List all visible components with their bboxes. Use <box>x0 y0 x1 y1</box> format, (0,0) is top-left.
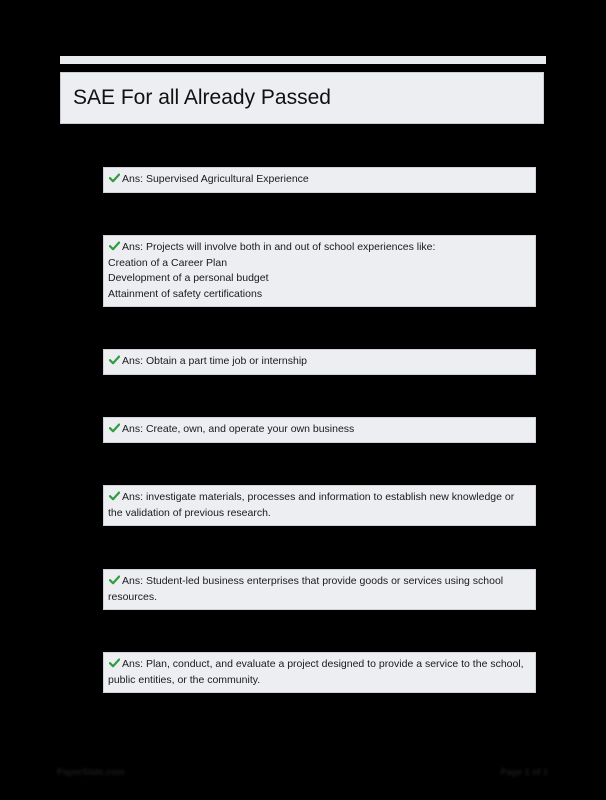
answer-subline: Development of a personal budget <box>108 272 269 284</box>
answer-prefix: Ans: <box>122 355 144 367</box>
answer-subline: Creation of a Career Plan <box>108 256 228 269</box>
answer-prefix: Ans: <box>122 241 144 253</box>
answer-prefix: Ans: <box>122 423 144 435</box>
page-title: SAE For all Already Passed <box>73 86 331 109</box>
footer-page-number: Page 1 of 1 <box>500 767 548 777</box>
answer-box <box>103 485 536 526</box>
answer-line <box>108 657 531 688</box>
answer-prefix: Ans: <box>122 491 144 503</box>
answer-box <box>103 167 536 193</box>
check-icon <box>109 355 120 365</box>
answer-text: investigate materials, processes and information to establish new knowledge or the validation of previous research. <box>108 491 515 519</box>
answer-line <box>108 354 531 370</box>
answer-line <box>108 422 531 438</box>
answer-line <box>108 490 531 521</box>
answer-text: Student-led business enterprises that provide goods or services using school resources. <box>108 575 504 603</box>
answer-box <box>103 652 536 693</box>
answer-box <box>103 569 536 610</box>
check-icon <box>109 575 120 585</box>
answer-prefix: Ans: <box>122 575 144 587</box>
check-icon <box>109 173 120 183</box>
answer-box <box>103 349 536 375</box>
answer-text: Projects will involve both in and out of school experiences like: <box>145 241 436 253</box>
answer-line <box>108 574 531 605</box>
top-divider <box>60 56 546 64</box>
answer-prefix: Ans: <box>122 658 144 670</box>
check-icon <box>109 241 120 251</box>
check-icon <box>109 658 120 668</box>
answer-line <box>108 240 531 256</box>
answer-subline: Attainment of safety certifications <box>108 287 263 300</box>
title-header <box>60 72 544 124</box>
answer-text: Obtain a part time job or internship <box>145 355 308 367</box>
answer-text: Plan, conduct, and evaluate a project designed to provide a service to the school, public entities, or the community. <box>108 658 524 686</box>
answer-text: Create, own, and operate your own business <box>145 423 355 435</box>
answer-prefix: Ans: <box>122 173 144 185</box>
answer-box <box>103 235 536 307</box>
answer-text: Supervised Agricultural Experience <box>145 173 309 185</box>
answer-line <box>108 172 531 188</box>
answer-box <box>103 417 536 443</box>
footer-site-label: PaperSlide.com <box>57 767 125 777</box>
check-icon <box>109 491 120 501</box>
check-icon <box>109 423 120 433</box>
